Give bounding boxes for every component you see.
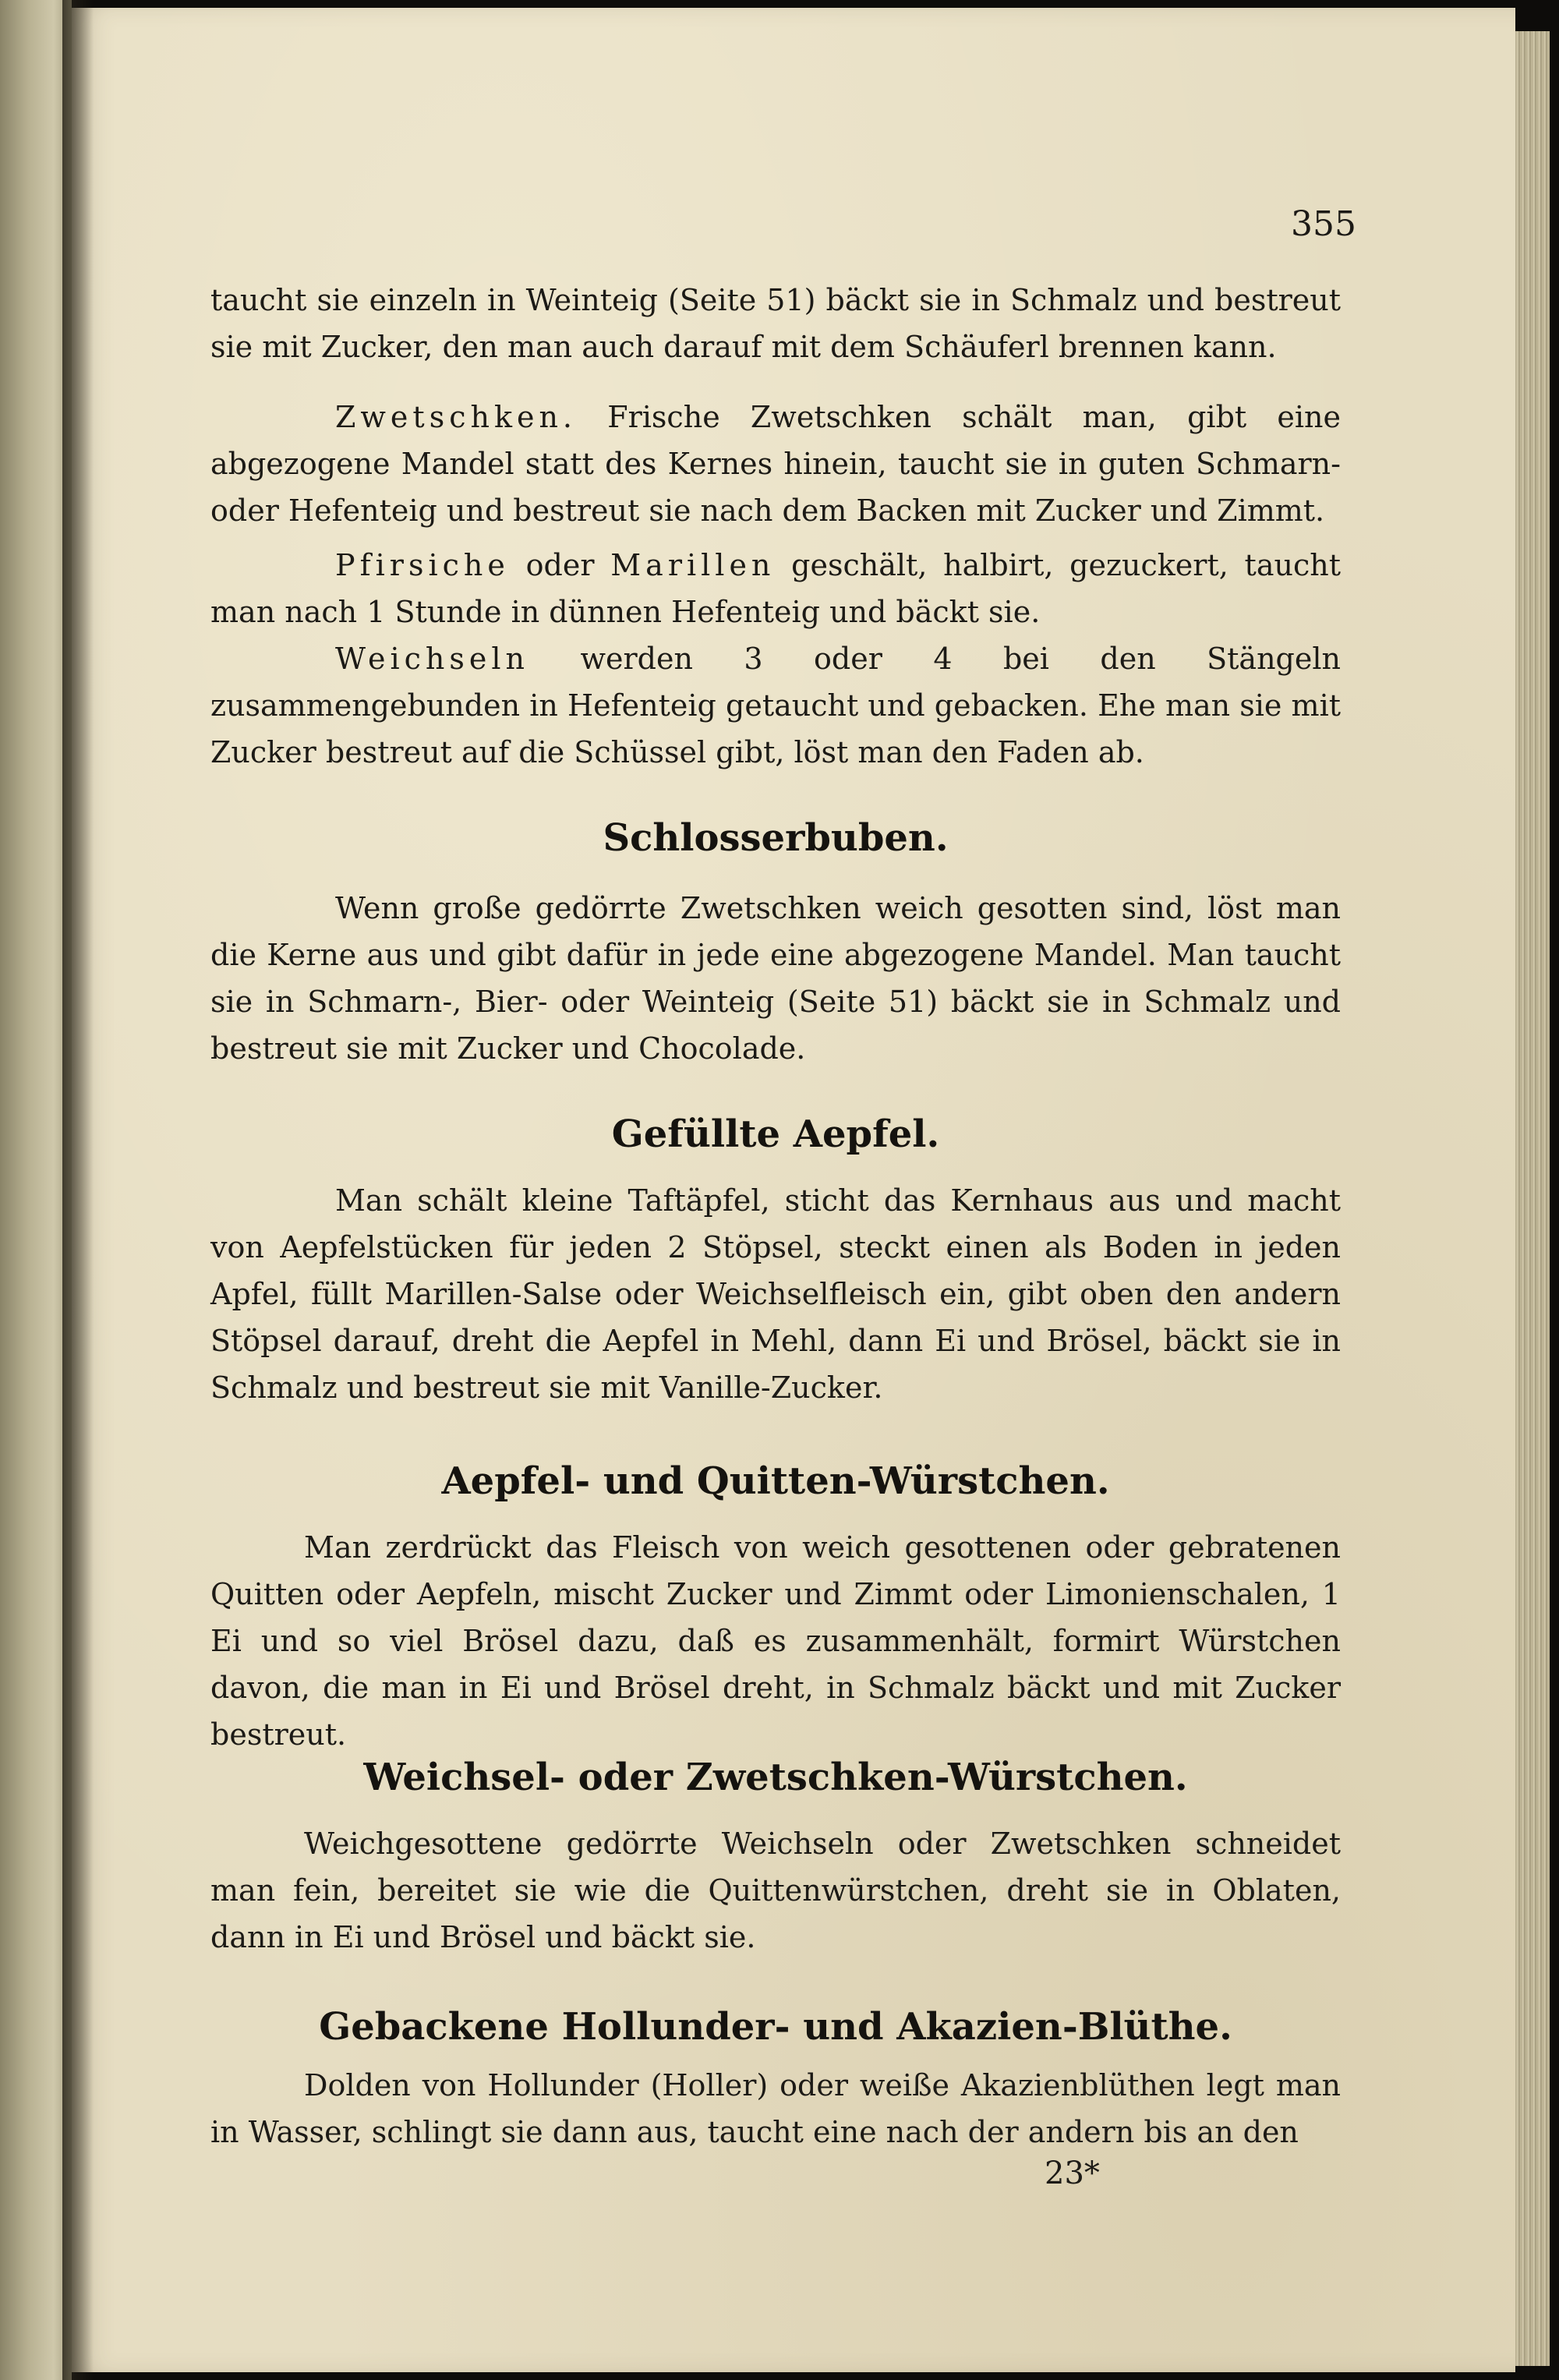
gutter-shadow — [62, 0, 94, 2380]
section-heading: Weichsel- oder Zwetschken-Würstchen. — [363, 1756, 1188, 1799]
paragraph-text: werden 3 oder 4 bei den Stängeln zusammengebunden in Hefenteig getaucht und gebacken. Ehe man sie mit Zucker bestreut auf die Schüssel gibt, löst man den Faden ab. — [210, 642, 1341, 769]
paragraph-lead: Marillen — [610, 548, 776, 582]
page-number: 355 — [1291, 204, 1356, 244]
continuation-paragraph: taucht sie einzeln in Weinteig (Seite 51) bäckt sie in Schmalz und bestreut sie mit Zucker, den man auch darauf mit dem Schäuferl brennen kann. — [210, 283, 1341, 364]
paragraph-lead: Pfirsiche — [335, 548, 510, 582]
page-stack-edges — [1515, 31, 1550, 2366]
paragraph-hollunder: Dolden von Hollunder (Holler) oder weiße Akazienblüthen legt man in Wasser, schlingt sie dann aus, taucht eine nach der andern bis an den — [210, 2068, 1341, 2149]
paragraph-weichseln — [210, 635, 1341, 776]
paragraph-text: Frische Zwetschken schält man, gibt eine abgezogene Mandel statt des Kernes hinein, taucht sie in guten Schmarn- oder Hefenteig und bestreut sie nach dem Backen mit Zucker und Zimmt. — [210, 400, 1341, 528]
section-heading: Gefüllte Aepfel. — [611, 1112, 940, 1156]
paragraph-text: geschält, halbirt, gezuckert, taucht man nach 1 Stunde in dünnen Hefenteig und bäckt sie. — [210, 548, 1341, 629]
signature-mark: 23* — [1045, 2155, 1100, 2191]
paragraph-weichsel-wuerstchen: Weichgesottene gedörrte Weichseln oder Zwetschken schneidet man fein, bereitet sie wie die Quittenwürstchen, dreht sie in Oblaten, dann in Ei und Brösel und bäckt sie. — [210, 1827, 1341, 1954]
paragraph-zwetschken — [210, 394, 1341, 534]
section-heading: Gebackene Hollunder- und Akazien-Blüthe. — [319, 2005, 1232, 2049]
paragraph-gefuellte-aepfel: Man schält kleine Taftäpfel, sticht das Kernhaus aus und macht von Aepfelstücken für jeden 2 Stöpsel, steckt einen als Boden in jeden Apfel, füllt Marillen-Salse oder Weichselfleisch ein, gibt oben den andern Stöpsel darauf, dreht die Aepfel in Mehl, dann Ei und Brösel, bäckt sie in Schmalz und bestreut sie mit Vanille-Zucker. — [210, 1183, 1341, 1405]
paragraph-lead: Zwetschken. — [335, 400, 578, 434]
section-heading: Aepfel- und Quitten-Würstchen. — [441, 1459, 1110, 1503]
facing-page-edge — [0, 0, 72, 2380]
paragraph-schlosserbuben: Wenn große gedörrte Zwetschken weich gesotten sind, löst man die Kerne aus und gibt dafür in jede eine abgezogene Mandel. Man taucht sie in Schmarn-, Bier- oder Weinteig (Seite 51) bäckt sie in Schmalz und bestreut sie mit Zucker und Chocolade. — [210, 891, 1341, 1066]
paragraph-lead: Weichseln — [335, 642, 529, 676]
paragraph-pfirsiche — [210, 542, 1341, 635]
section-heading: Schlosserbuben. — [603, 816, 949, 860]
paragraph-quitten-wuerstchen: Man zerdrückt das Fleisch von weich gesottenen oder gebratenen Quitten oder Aepfeln, mischt Zucker und Zimmt oder Limonienschalen, 1 Ei und so viel Brösel dazu, daß es zusammenhält, formirt Würstchen davon, die man in Ei und Brösel dreht, in Schmalz bäckt und mit Zucker bestreut. — [210, 1530, 1341, 1752]
paragraph-lead-conjunction: oder — [525, 548, 595, 582]
